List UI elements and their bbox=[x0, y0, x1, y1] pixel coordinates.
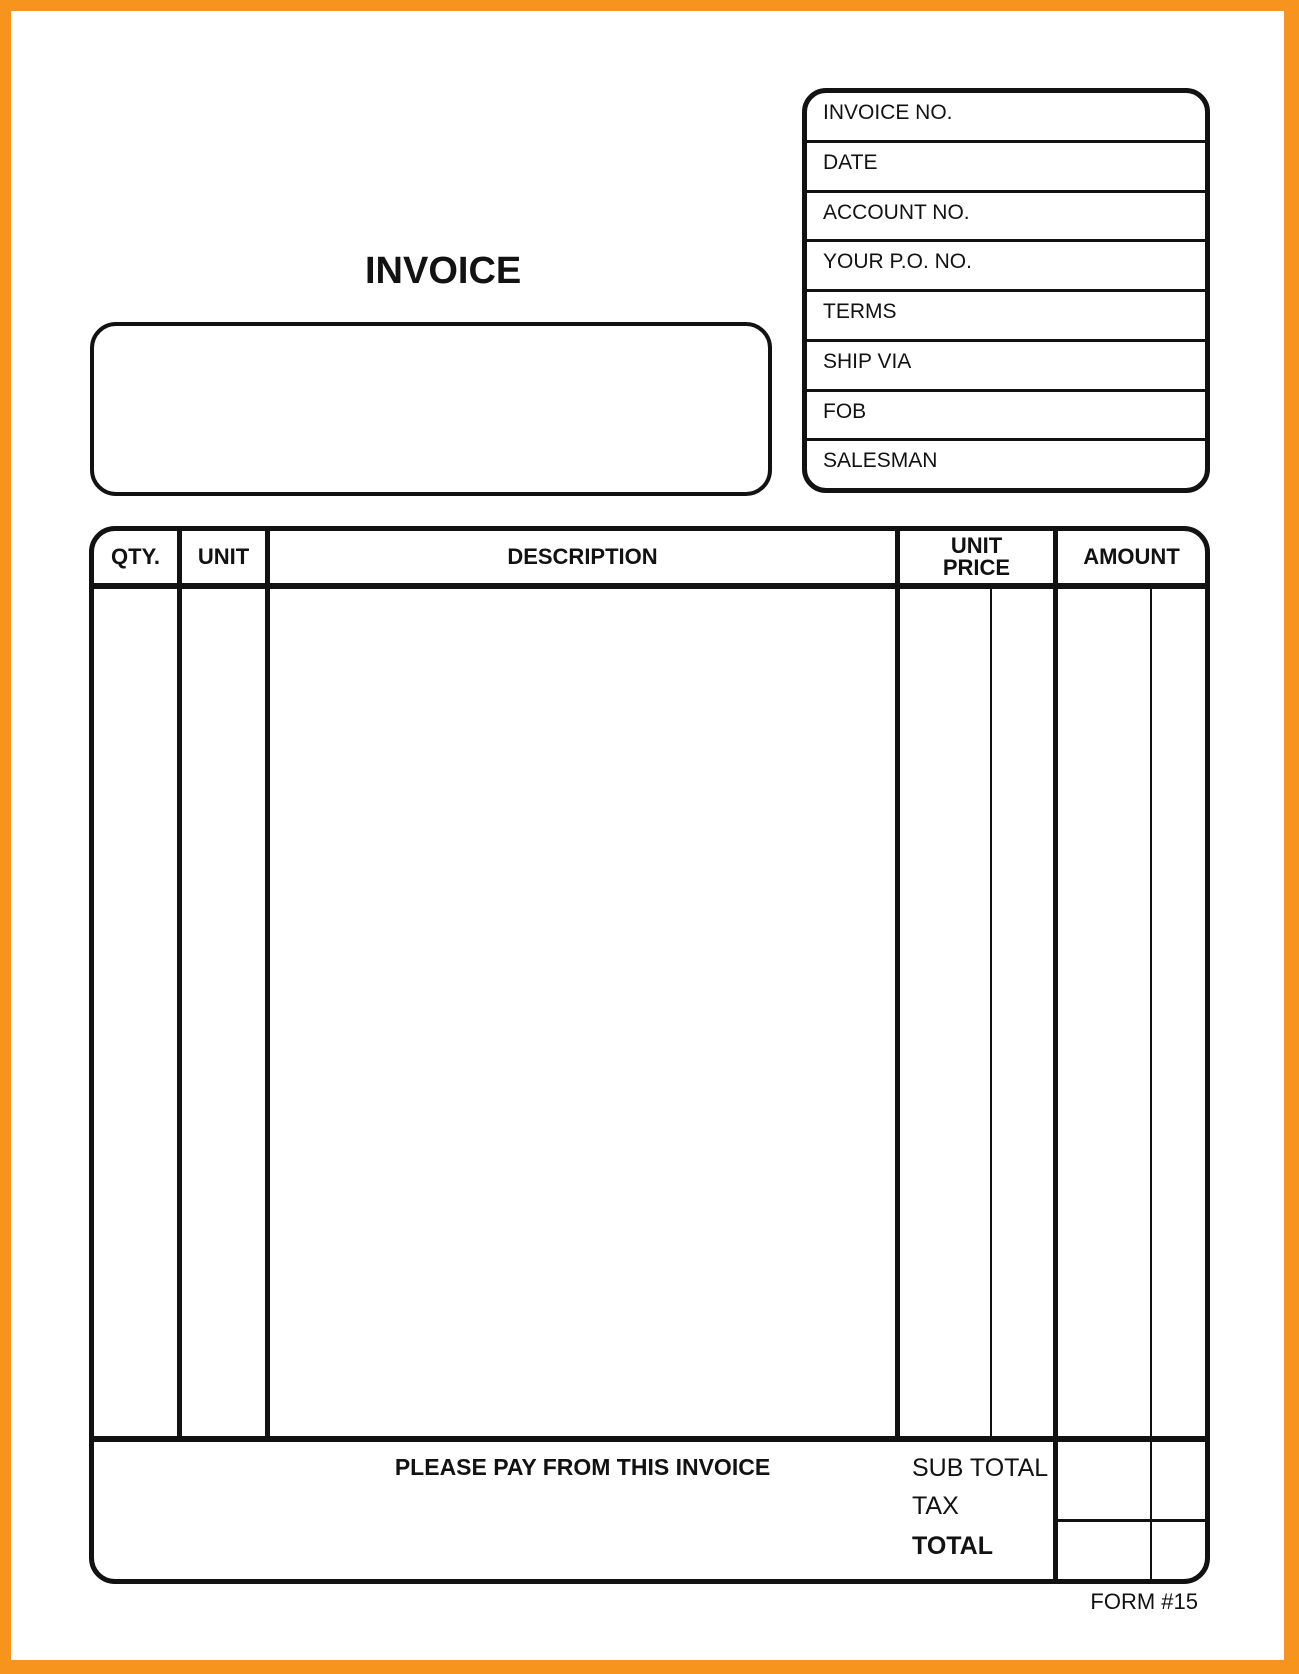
tax-label: TAX bbox=[912, 1492, 959, 1520]
customer-address-box[interactable] bbox=[90, 322, 772, 496]
date-label: DATE bbox=[823, 150, 878, 174]
description-column-input-area[interactable] bbox=[270, 589, 895, 1436]
invoice-no-label: INVOICE NO. bbox=[823, 101, 953, 124]
amount-cents-divider bbox=[1150, 589, 1152, 1579]
divider-description-unitprice bbox=[895, 531, 900, 1442]
invoice-no-input[interactable] bbox=[961, 93, 1205, 140]
info-row-ship-via[interactable] bbox=[807, 339, 1205, 389]
unit-column-input-area[interactable] bbox=[182, 589, 265, 1436]
pay-note: PLEASE PAY FROM THIS INVOICE bbox=[394, 1454, 771, 1480]
info-row-salesman[interactable] bbox=[807, 438, 1205, 488]
subtotal-tax-amount-cell[interactable] bbox=[1058, 1442, 1205, 1519]
info-row-date[interactable] bbox=[807, 140, 1205, 190]
ship-via-label: SHIP VIA bbox=[823, 349, 912, 373]
form-number: FORM #15 bbox=[1090, 1589, 1198, 1614]
footer-top-rule bbox=[94, 1436, 1205, 1442]
account-no-label: ACCOUNT NO. bbox=[823, 200, 970, 224]
sub-total-label: SUB TOTAL bbox=[912, 1454, 1049, 1482]
unit-price-cents-divider bbox=[990, 589, 992, 1442]
divider-unitprice-amount bbox=[1053, 531, 1058, 1579]
info-row-account-no[interactable] bbox=[807, 190, 1205, 240]
terms-input[interactable] bbox=[905, 292, 1206, 339]
info-row-terms[interactable] bbox=[807, 289, 1205, 339]
divider-qty-unit bbox=[177, 531, 182, 1442]
your-po-no-input[interactable] bbox=[980, 242, 1205, 289]
total-box-divider bbox=[1053, 1519, 1205, 1522]
info-row-fob[interactable] bbox=[807, 389, 1205, 439]
col-header-qty: QTY. bbox=[111, 544, 160, 569]
salesman-input[interactable] bbox=[945, 441, 1205, 488]
divider-unit-description bbox=[265, 531, 270, 1442]
total-label: TOTAL bbox=[912, 1532, 994, 1560]
col-header-amount: AMOUNT bbox=[1083, 544, 1180, 569]
fob-input[interactable] bbox=[874, 392, 1205, 439]
ship-via-input[interactable] bbox=[919, 342, 1205, 389]
info-row-your-po-no[interactable] bbox=[807, 239, 1205, 289]
terms-label: TERMS bbox=[823, 300, 897, 323]
header-bottom-rule bbox=[94, 583, 1205, 589]
account-no-input[interactable] bbox=[978, 193, 1205, 240]
col-header-unit: UNIT bbox=[197, 544, 250, 569]
salesman-label: SALESMAN bbox=[823, 449, 938, 473]
qty-column-input-area[interactable] bbox=[94, 589, 177, 1436]
total-amount-cell[interactable] bbox=[1058, 1522, 1205, 1579]
fob-label: FOB bbox=[823, 399, 867, 423]
page-title: INVOICE bbox=[365, 250, 522, 292]
col-header-description: DESCRIPTION bbox=[507, 544, 658, 569]
line-items-table bbox=[89, 526, 1210, 1584]
invoice-info-panel bbox=[802, 88, 1210, 493]
col-header-unit-price: UNIT PRICE bbox=[942, 533, 1011, 580]
info-row-invoice-no[interactable] bbox=[807, 93, 1205, 140]
unit-price-column-input-area[interactable] bbox=[900, 589, 1053, 1436]
your-po-no-label: YOUR P.O. NO. bbox=[823, 250, 972, 274]
date-input[interactable] bbox=[885, 143, 1205, 190]
amount-column-input-area[interactable] bbox=[1058, 589, 1205, 1436]
